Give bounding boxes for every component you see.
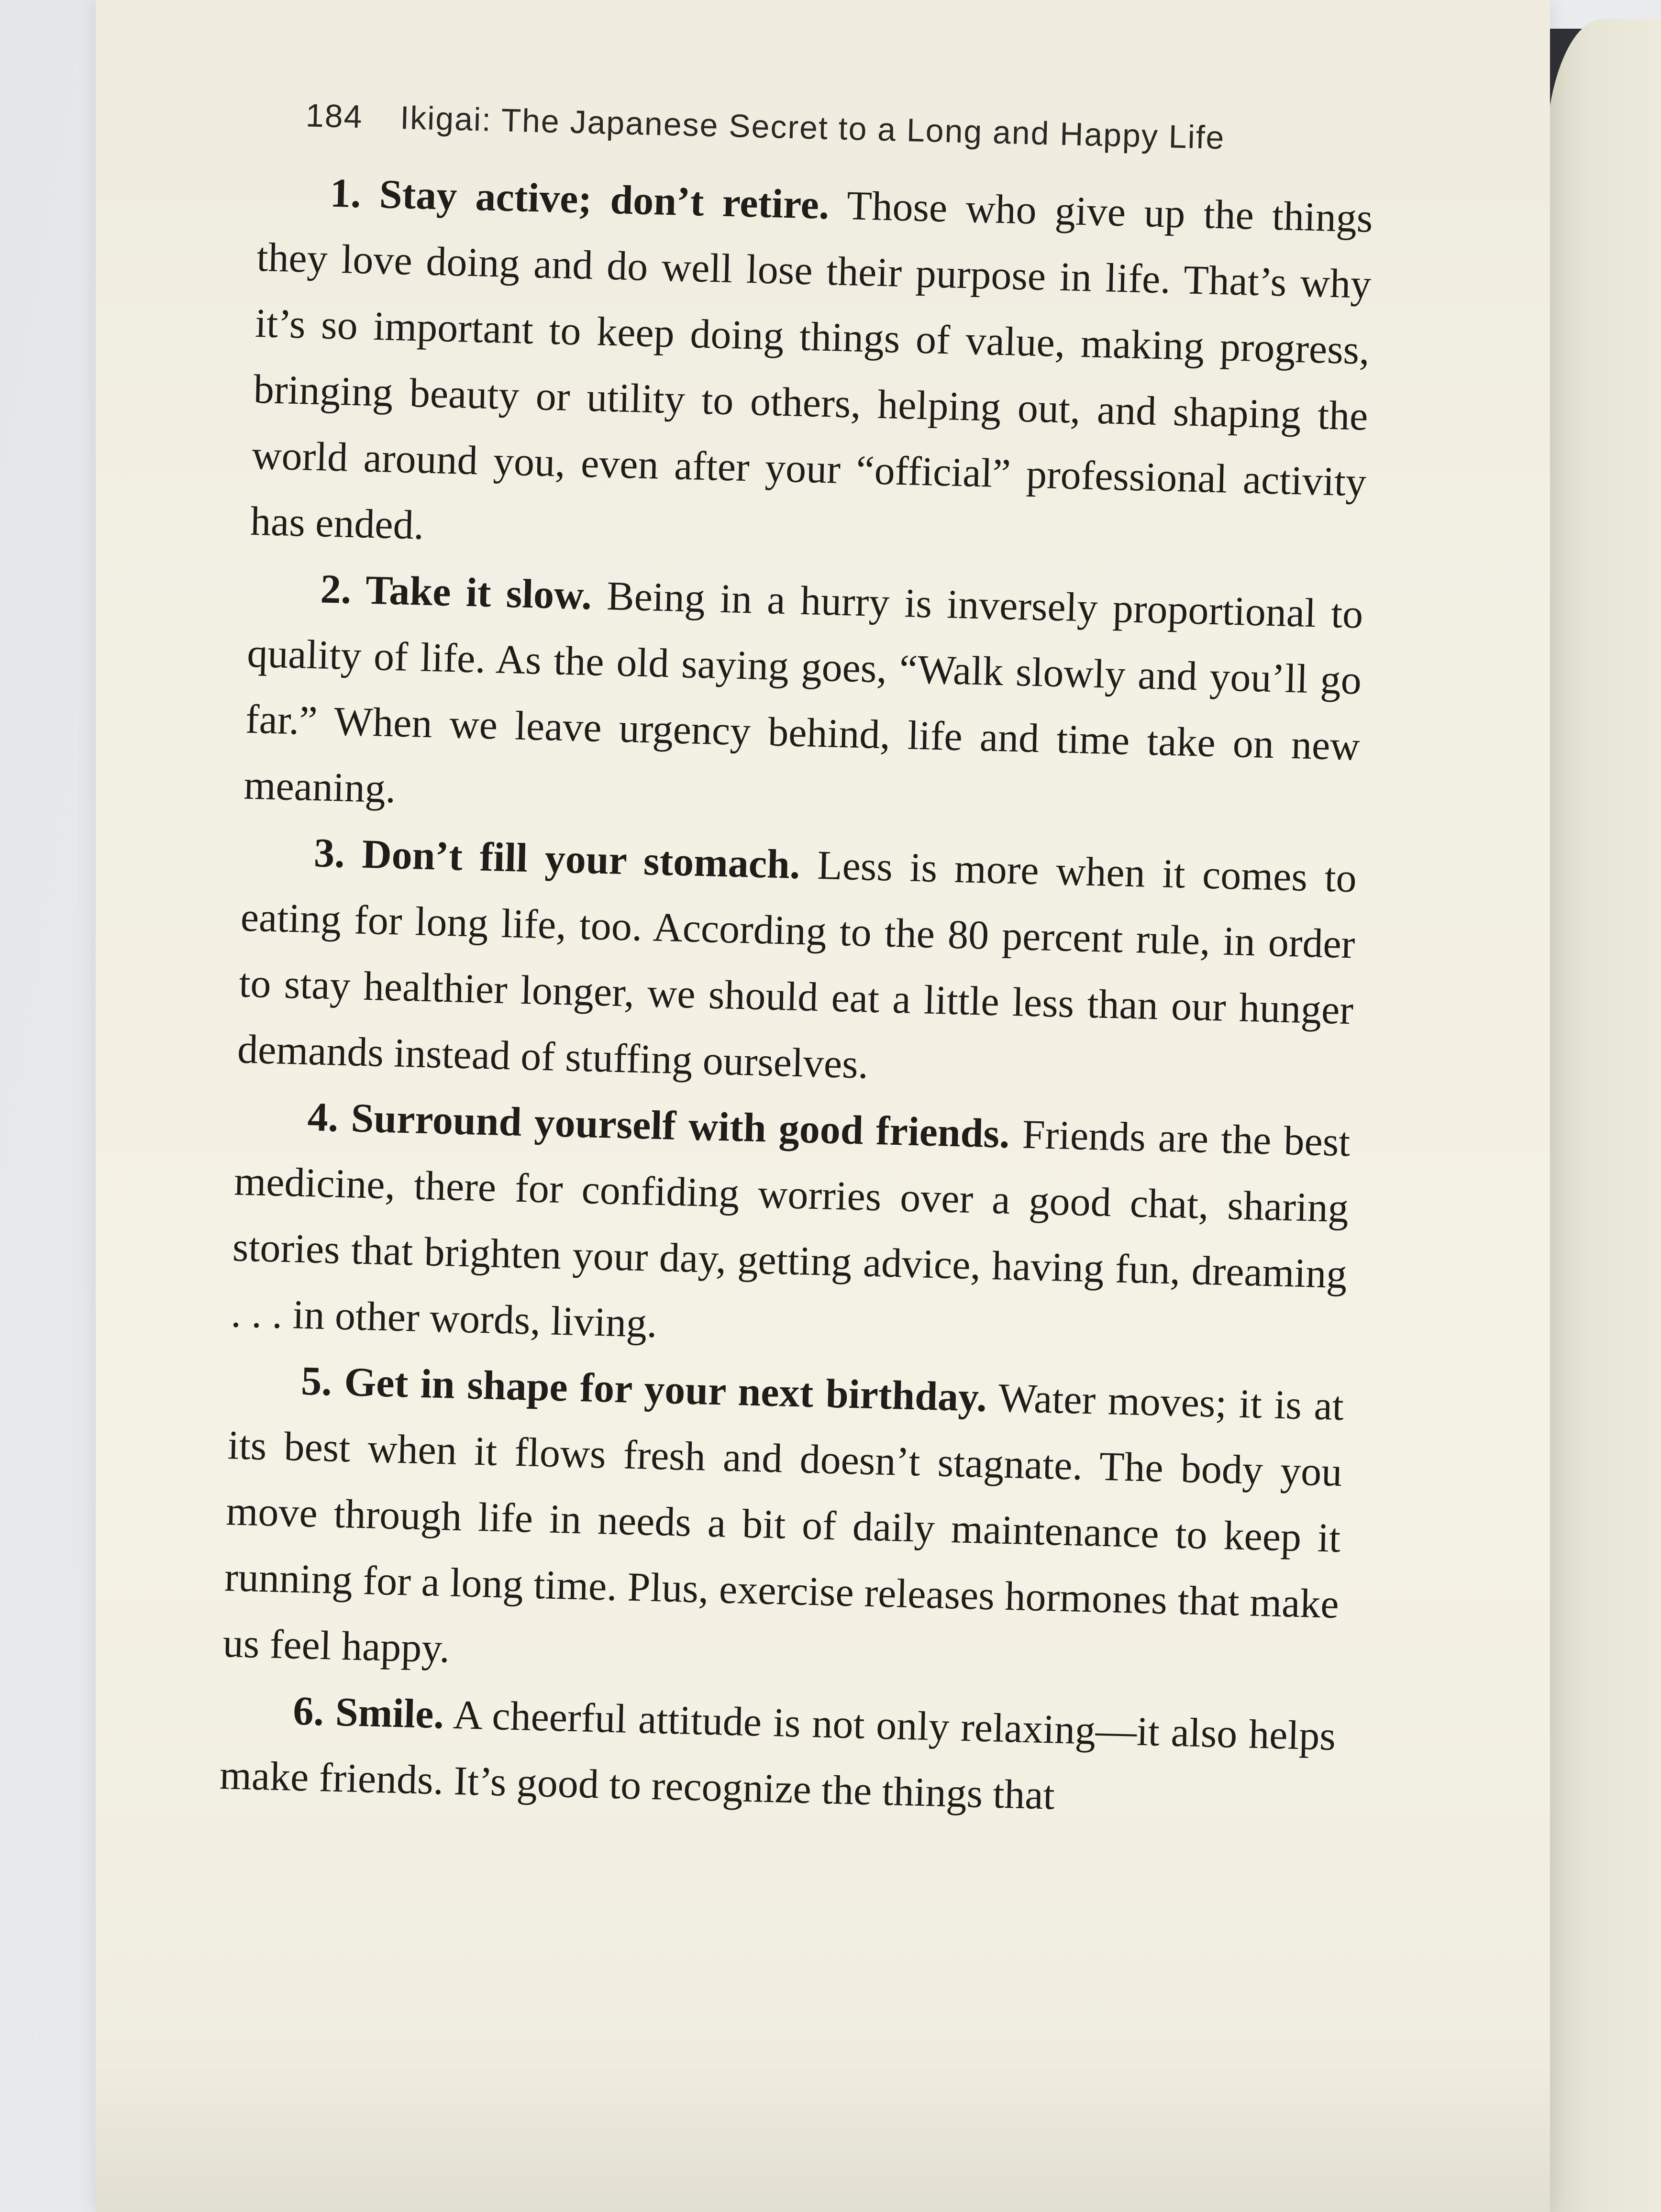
rule-paragraph-2 [243,554,1364,845]
page-text-block [219,96,1375,1835]
rule-heading: 5. Get in shape for your next birthday. [300,1357,988,1420]
book-title: Ikigai: The Japanese Secret to a Long and Happy Life [399,100,1226,156]
rule-body: Being in a hurry is inversely proportional to quality of life. As the old saying goes, “Walk slowly and you’ll go far.” When we leave urgency behind, life and time take on new meaning. [243,573,1364,812]
rule-heading: 4. Surround yourself with good friends. [307,1094,1010,1157]
rule-body: A cheerful attitude is not only relaxing—it also helps make friends. It’s good to recognize the things that [219,1691,1337,1818]
page-shadow [96,2047,1550,2212]
facing-page-edge [1545,19,1661,2212]
rule-paragraph-4 [230,1082,1351,1373]
rule-body: Less is more when it comes to eating for long life, too. According to the 80 percent rule, in order to stay healthier longer, we should eat a little less than our hunger demands instead of stuffing ourselves. [237,841,1357,1087]
rule-body: Friends are the best medicine, there for confiding worries over a good chat, sharing stories that brighten your day, getting advice, having fun, dreaming . . . in other words, living. [230,1111,1351,1346]
rule-paragraph-6 [219,1676,1337,1835]
rule-paragraph-5 [222,1346,1344,1703]
rule-heading: 3. Don’t fill your stomach. [313,830,801,888]
rule-heading: 2. Take it slow. [320,565,593,619]
rule-body: Water moves; it is at its best when it flows fresh and doesn’t stagnate. The body you move through life in needs a bit of daily maintenance to keep it running for a long time. Plus, exercise releases hormones that make us feel happy. [222,1374,1344,1671]
rule-paragraph-3 [237,818,1358,1109]
rule-heading: 6. Smile. [292,1687,445,1737]
page-number: 184 [305,97,364,135]
rule-body: Those who give up the things they love doing and do well lose their purpose in life. That’s why it’s so important to keep doing things of value, making progress, bringing beauty or utility to others, helping out, and shaping the world around you, even after your “official” professional activity has ended. [250,182,1373,548]
rule-paragraph-1 [250,158,1374,581]
rule-heading: 1. Stay active; don’t retire. [329,169,830,228]
